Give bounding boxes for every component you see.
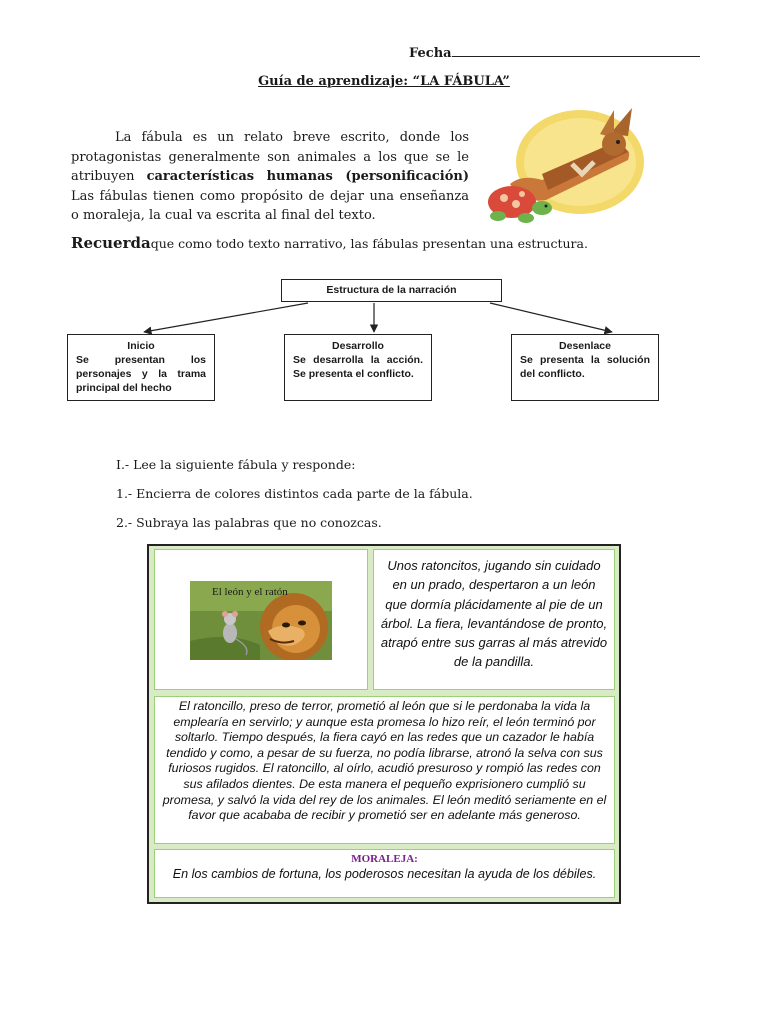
moral-text: En los cambios de fortuna, los poderosos necesitan la ayuda de los débiles. xyxy=(172,867,597,881)
node-title: Desenlace xyxy=(559,340,611,352)
node-title: Desarrollo xyxy=(332,340,384,352)
date-blank-line[interactable] xyxy=(452,44,700,57)
node-text: Se presenta la solución del conflicto. xyxy=(520,354,650,380)
instruction-underline: 2.- Subraya las palabras que no conozcas. xyxy=(116,515,382,530)
date-label: Fecha xyxy=(409,46,452,61)
node-text: Se presentan los personajes y la trama principal del hecho xyxy=(76,354,206,394)
reminder-line xyxy=(71,234,588,252)
fable-moral-cell xyxy=(154,849,615,898)
intro-paragraph xyxy=(71,128,469,226)
intro-text-2: Las fábulas tienen como propósito de dejar una enseñanza o moraleja, la cual va escrita al final del texto. xyxy=(71,188,469,223)
reminder-text: que como todo texto narrativo, las fábulas presentan una estructura. xyxy=(150,236,588,251)
page-title: Guía de aprendizaje: “LA FÁBULA” xyxy=(258,74,510,89)
intro-bold-text: características humanas (personificación) xyxy=(146,169,469,184)
intro-text-1: La fábula es un relato breve escrito, donde los protagonistas generalmente son animales a los que se le atribuyen xyxy=(71,130,469,184)
fable-opening-cell: Unos ratoncitos, jugando sin cuidado en un prado, despertaron a un león que dormía plácidamente al pie de un árbol. La fiera, levantándose de pronto, atrapó entre sus garras al más atrevido de la pandilla. xyxy=(373,549,615,690)
instruction-read: I.- Lee la siguiente fábula y responde: xyxy=(116,457,356,472)
lion-mouse-image xyxy=(190,581,332,660)
structure-node-desarrollo xyxy=(284,334,432,401)
fable-body-cell: El ratoncillo, preso de terror, prometió al león que si le perdonaba la vida la emplearía en servirlo; y aunque esta promesa lo hizo reír, el león terminó por soltarlo. Tiempo después, la fiera cayó en las redes que un cazador le había tendido y como, a pesar de su fuerza, no podía librarse, atronó la selva con sus furiosos rugidos. El ratoncillo, al oírlo, acudió presuroso y rompió las redes con sus afilados dientes. De esta manera el pequeño exprisionero cumplió su promesa, y salvó la vida del rey de los animales. El león meditó seriamente en el favor que acababa de recibir y prometió ser en adelante más generoso. xyxy=(154,696,615,844)
arrow-to-inicio xyxy=(144,303,308,332)
node-title: Inicio xyxy=(127,340,155,352)
structure-node-desenlace xyxy=(511,334,659,401)
moral-title: MORALEJA: xyxy=(351,853,418,865)
image-caption: El león y el ratón xyxy=(212,586,288,598)
reminder-bold: Recuerda xyxy=(71,234,151,252)
arrow-to-desenlace xyxy=(490,303,612,332)
rabbit-turtle-illustration xyxy=(482,104,644,224)
date-field[interactable] xyxy=(409,44,700,61)
node-text: Se desarrolla la acción. Se presenta el conflicto. xyxy=(293,354,423,380)
structure-root-box: Estructura de la narración xyxy=(281,279,502,302)
instruction-color: 1.- Encierra de colores distintos cada parte de la fábula. xyxy=(116,486,473,501)
structure-node-inicio xyxy=(67,334,215,401)
